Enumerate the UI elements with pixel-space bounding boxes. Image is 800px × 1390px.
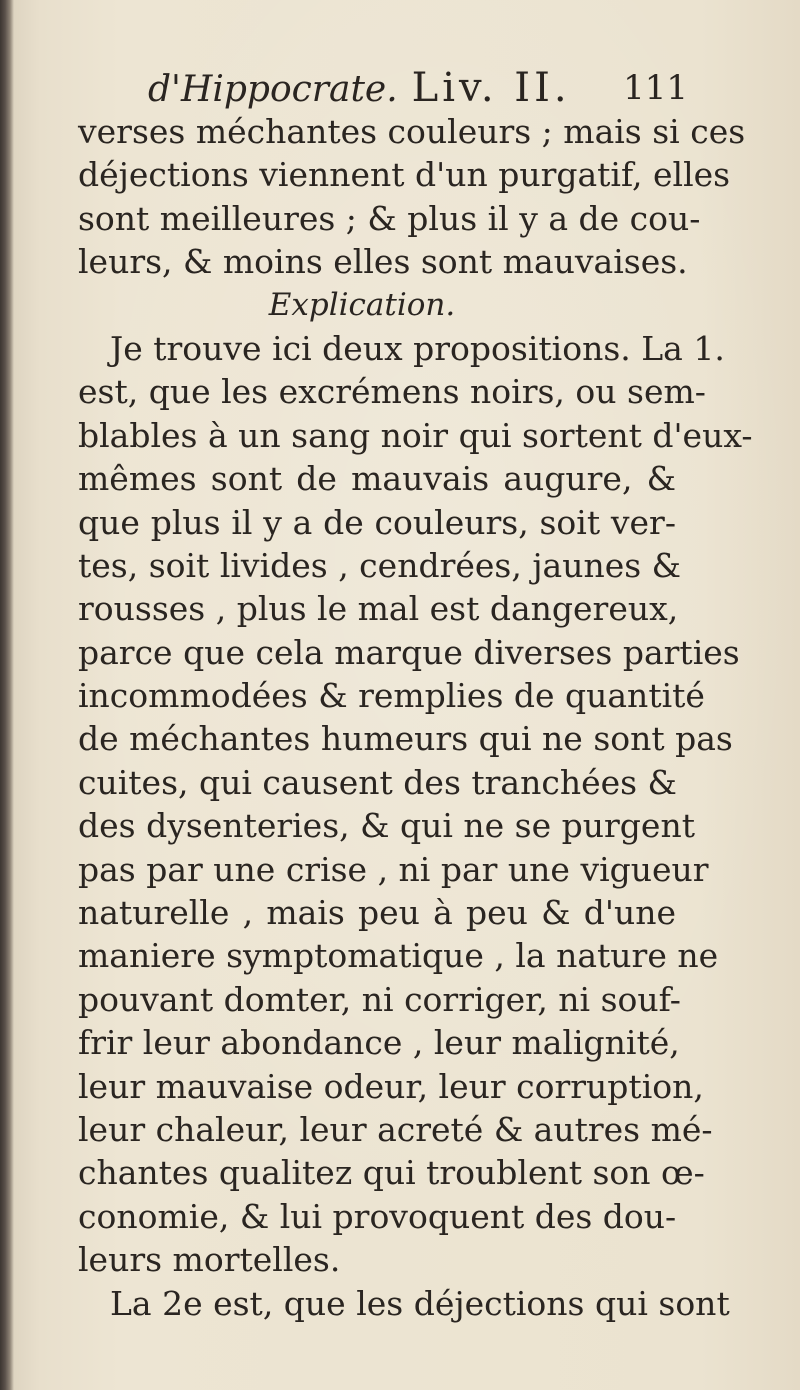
text-line: leur chaleur, leur acreté & autres mé-	[78, 1109, 713, 1149]
running-head	[148, 62, 688, 114]
page-binding-edge	[0, 0, 14, 1390]
running-head-title: d'Hippocrate.	[148, 69, 398, 110]
text-line: est, que les excrémens noirs, ou sem-	[78, 372, 706, 412]
text-line: déjections viennent d'un purgatif, elles	[78, 155, 731, 195]
text-line: cuites, qui causent des tranchées &	[78, 762, 677, 802]
text-line: parce que cela marque diverses parties	[78, 632, 740, 672]
text-line: incommodées & remplies de quantité	[78, 676, 705, 716]
text-line: Je trouve ici deux propositions. La 1.	[110, 328, 725, 368]
page-number: 111	[623, 68, 688, 108]
text-line: que plus il y a de couleurs, soit ver-	[78, 502, 676, 542]
text-line: des dysenteries, & qui ne se purgent	[78, 806, 695, 846]
text-line: leurs mortelles.	[78, 1240, 341, 1280]
text-line: tes, soit livides , cendrées, jaunes &	[78, 545, 682, 585]
text-line: rousses , plus le mal est dangereux,	[78, 589, 679, 629]
text-line: conomie, & lui provoquent des dou-	[78, 1196, 677, 1236]
text-line: verses méchantes couleurs ; mais si ces	[78, 112, 746, 151]
section-heading: Explication.	[268, 286, 456, 323]
text-line: blables à un sang noir qui sortent d'eux-	[78, 415, 753, 455]
text-line: mêmes sont de mauvais augure, &	[78, 459, 676, 499]
text-line: pouvant domter, ni corriger, ni souf-	[78, 979, 681, 1019]
text-line: de méchantes humeurs qui ne sont pas	[78, 719, 733, 759]
running-head-book: Liv. II.	[411, 65, 571, 111]
text-line: frir leur abondance , leur malignité,	[78, 1023, 680, 1063]
text-line: naturelle , mais peu à peu & d'une	[78, 893, 676, 933]
text-line: leur mauvaise odeur, leur corruption,	[78, 1066, 704, 1106]
text-line: chantes qualitez qui troublent son œ-	[78, 1153, 705, 1193]
text-line: La 2e est, que les déjections qui sont	[110, 1283, 730, 1323]
body-text	[78, 110, 753, 1325]
text-line: pas par une crise , ni par une vigueur	[78, 849, 709, 889]
text-line: leurs, & moins elles sont mauvaises.	[78, 242, 688, 282]
text-line: maniere symptomatique , la nature ne	[78, 936, 719, 976]
text-line: sont meilleures ; & plus il y a de cou-	[78, 198, 701, 238]
